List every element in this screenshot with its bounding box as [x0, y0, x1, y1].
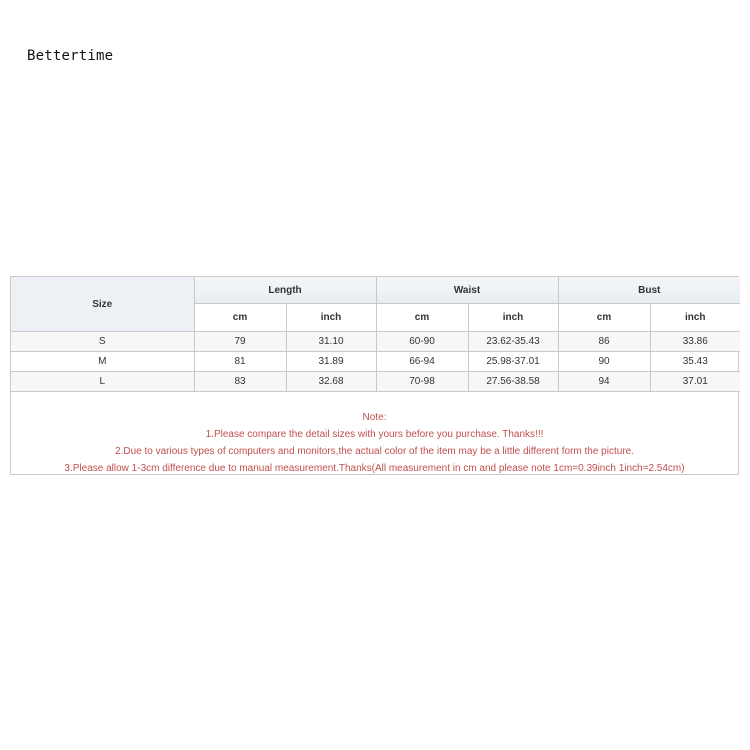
table-cell: 37.01	[650, 372, 740, 392]
table-row	[11, 372, 740, 392]
table-cell: 90	[558, 352, 650, 372]
note-line: 1.Please compare the detail sizes with yours before you purchase. Thanks!!!	[205, 429, 544, 440]
brand-name: Bettertime	[27, 48, 114, 64]
table-cell: 79	[194, 332, 286, 352]
table-cell: 94	[558, 372, 650, 392]
table-row	[11, 332, 740, 352]
table-cell: 33.86	[650, 332, 740, 352]
size-cell: M	[11, 352, 194, 372]
table-cell: 31.89	[286, 352, 376, 372]
table-cell: 60-90	[376, 332, 468, 352]
table-row	[11, 352, 740, 372]
unit-header: cm	[376, 304, 468, 332]
table-cell: 27.56-38.58	[468, 372, 558, 392]
table-cell: 86	[558, 332, 650, 352]
table-cell: 32.68	[286, 372, 376, 392]
table-cell: 35.43	[650, 352, 740, 372]
table-cell: 23.62-35.43	[468, 332, 558, 352]
size-cell: S	[11, 332, 194, 352]
unit-header: inch	[468, 304, 558, 332]
group-header-row	[11, 277, 740, 304]
table-cell: 66-94	[376, 352, 468, 372]
table-cell: 83	[194, 372, 286, 392]
note-title: Note:	[362, 412, 387, 423]
notes-section	[11, 392, 738, 477]
length-group-header: Length	[194, 277, 376, 304]
size-column-header: Size	[11, 277, 194, 332]
unit-header: inch	[650, 304, 740, 332]
table-cell: 70-98	[376, 372, 468, 392]
note-line: 2.Due to various types of computers and monitors,the actual color of the item may be a little different form the picture.	[115, 446, 634, 457]
unit-header: cm	[194, 304, 286, 332]
size-table	[11, 277, 740, 392]
unit-header: cm	[558, 304, 650, 332]
table-cell: 81	[194, 352, 286, 372]
table-cell: 31.10	[286, 332, 376, 352]
bust-group-header: Bust	[558, 277, 740, 304]
unit-header: inch	[286, 304, 376, 332]
table-cell: 25.98-37.01	[468, 352, 558, 372]
size-cell: L	[11, 372, 194, 392]
waist-group-header: Waist	[376, 277, 558, 304]
size-chart	[10, 276, 739, 475]
note-line: 3.Please allow 1-3cm difference due to manual measurement.Thanks(All measurement in cm and please note 1cm=0.39inch 1inch=2.54cm)	[64, 463, 685, 474]
